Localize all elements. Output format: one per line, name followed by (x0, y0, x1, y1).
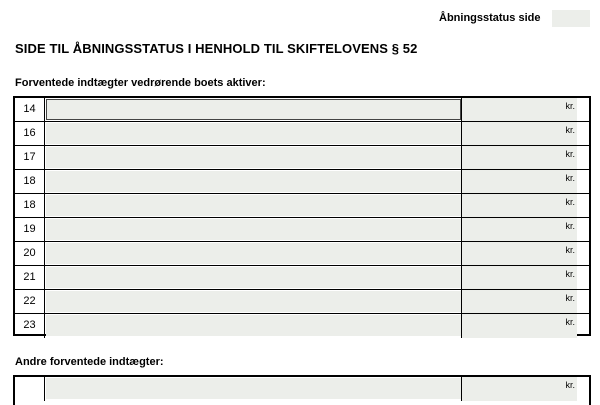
table-row (15, 377, 589, 401)
amount-field[interactable] (461, 377, 577, 401)
amount-field[interactable] (461, 242, 577, 265)
description-field[interactable] (46, 195, 461, 216)
description-field[interactable] (46, 123, 461, 144)
row-number: 17 (15, 146, 45, 169)
row-number: 18 (15, 194, 45, 217)
amount-field[interactable] (461, 314, 577, 338)
amount-field[interactable] (461, 122, 577, 145)
row-number: 20 (15, 242, 45, 265)
table-row (15, 218, 589, 242)
currency-label: kr. (565, 221, 575, 231)
description-field[interactable] (46, 315, 461, 336)
description-field[interactable] (46, 243, 461, 264)
table-row (15, 170, 589, 194)
row-number: 16 (15, 122, 45, 145)
table-row (15, 314, 589, 338)
description-field[interactable] (46, 291, 461, 312)
page-number-field[interactable] (552, 10, 590, 27)
section-heading-assets: Forventede indtægter vedrørende boets aktiver: (15, 77, 266, 89)
currency-label: kr. (565, 245, 575, 255)
currency-label: kr. (565, 125, 575, 135)
row-number: 21 (15, 266, 45, 289)
table-row (15, 98, 589, 122)
description-field[interactable] (46, 267, 461, 288)
description-field[interactable] (46, 171, 461, 192)
amount-field[interactable] (461, 266, 577, 289)
section-heading-other-income: Andre forventede indtægter: (15, 356, 164, 368)
table-row (15, 194, 589, 218)
currency-label: kr. (565, 380, 575, 390)
table-row (15, 242, 589, 266)
description-field[interactable] (46, 99, 461, 120)
amount-field[interactable] (461, 194, 577, 217)
row-number: 23 (15, 314, 45, 338)
description-field[interactable] (46, 378, 461, 399)
currency-label: kr. (565, 101, 575, 111)
table-row (15, 146, 589, 170)
amount-field[interactable] (461, 146, 577, 169)
description-field[interactable] (46, 147, 461, 168)
amount-field[interactable] (461, 98, 577, 121)
description-field[interactable] (46, 219, 461, 240)
row-number: 22 (15, 290, 45, 313)
currency-label: kr. (565, 317, 575, 327)
amount-field[interactable] (461, 218, 577, 241)
currency-label: kr. (565, 173, 575, 183)
currency-label: kr. (565, 197, 575, 207)
table-row (15, 122, 589, 146)
amount-field[interactable] (461, 290, 577, 313)
form-title: SIDE TIL ÅBNINGSSTATUS I HENHOLD TIL SKIFTELOVENS § 52 (15, 41, 418, 56)
row-number: 14 (15, 98, 45, 121)
currency-label: kr. (565, 293, 575, 303)
currency-label: kr. (565, 269, 575, 279)
row-number: 19 (15, 218, 45, 241)
row-number: 18 (15, 170, 45, 193)
currency-label: kr. (565, 149, 575, 159)
assets-income-table (13, 96, 591, 336)
page-status-label: Åbningsstatus side (439, 12, 541, 24)
other-income-table (13, 375, 591, 405)
row-number (15, 377, 45, 401)
table-row (15, 266, 589, 290)
amount-field[interactable] (461, 170, 577, 193)
table-row (15, 290, 589, 314)
